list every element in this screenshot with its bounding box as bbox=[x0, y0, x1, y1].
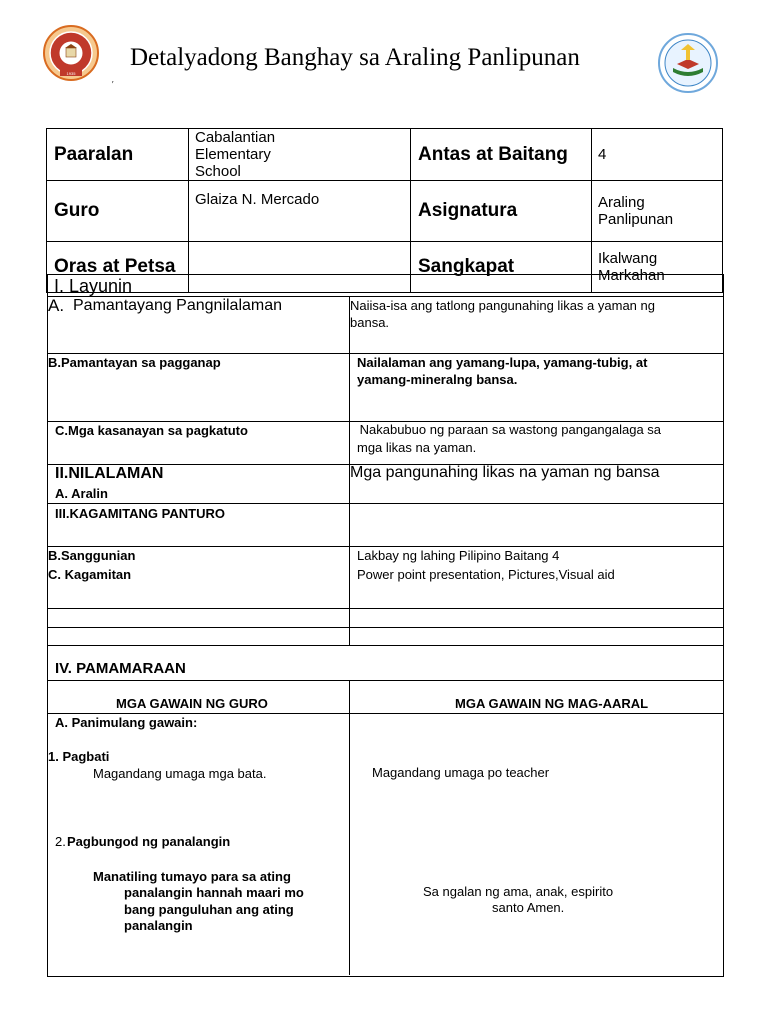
kasanayan-value-1: Nakabubuo ng paraan sa wastong pangangalaga sa bbox=[356, 422, 662, 437]
guro-value: Glaiza N. Mercado bbox=[189, 181, 411, 242]
col-header-magaaral: MGA GAWAIN NG MAG-AARAL bbox=[455, 696, 649, 711]
sangkapat-value: Ikalwang Markahan bbox=[592, 242, 723, 293]
asignatura-value: Araling Panlipunan bbox=[592, 181, 723, 242]
pamamaraan-heading: IV. PAMAMARAAN bbox=[55, 660, 186, 677]
kasanayan-value-2: mga likas na yaman. bbox=[357, 440, 477, 455]
layunin-heading: I. Layunin bbox=[54, 276, 133, 296]
guro-prayer-line-1: Manatiling tumayo para sa ating bbox=[93, 869, 291, 884]
school-seal-logo bbox=[38, 25, 104, 86]
panimulang-gawain: A. Panimulang gawain: bbox=[55, 715, 198, 730]
guro-label: Guro bbox=[47, 181, 189, 242]
lesson-info-table bbox=[46, 128, 723, 293]
pamantayang-letter: A. bbox=[48, 296, 65, 315]
paaralan-value: Cabalantian Elementary School bbox=[189, 129, 411, 181]
panalangin-label: Pagbungod ng panalangin bbox=[67, 834, 231, 849]
pagganap-value-2: yamang-mineralng bansa. bbox=[357, 372, 518, 387]
guro-prayer-line-3: bang panguluhan ang ating bbox=[124, 902, 294, 917]
deped-seal-logo bbox=[655, 32, 721, 99]
pagbati-magaaral: Magandang umaga po teacher bbox=[372, 765, 550, 780]
kagamitang-panturo-heading: III.KAGAMITANG PANTURO bbox=[55, 506, 225, 521]
kagamitan-label: C. Kagamitan bbox=[48, 567, 132, 582]
nilalaman-heading: II.NILALAMAN bbox=[55, 465, 164, 482]
svg-text:1935: 1935 bbox=[66, 71, 76, 76]
antas-value: 4 bbox=[592, 129, 723, 181]
document-title: Detalyadong Banghay sa Araling Panlipunan bbox=[130, 44, 580, 71]
kasanayan-label: C.Mga kasanayan sa pagkatuto bbox=[55, 423, 248, 438]
col-header-guro: MGA GAWAIN NG GURO bbox=[116, 696, 268, 711]
aralin-label: A. Aralin bbox=[55, 486, 108, 501]
guro-prayer-line-2: panalangin hannah maari mo bbox=[124, 885, 304, 900]
panalangin-number: 2. bbox=[55, 834, 66, 849]
pamantayang-value-1: Naiisa-isa ang tatlong pangunahing likas a yaman ng bbox=[350, 298, 655, 313]
pamantayang-value-2: bansa. bbox=[350, 315, 390, 330]
magaaral-prayer-line-2: santo Amen. bbox=[492, 900, 565, 915]
pagbati-guro: Magandang umaga mga bata. bbox=[93, 766, 267, 781]
paaralan-label: Paaralan bbox=[47, 129, 189, 181]
pagganap-label: B.Pamantayan sa pagganap bbox=[48, 355, 221, 370]
antas-label: Antas at Baitang bbox=[411, 129, 592, 181]
sanggunian-value: Lakbay ng lahing Pilipino Baitang 4 bbox=[357, 548, 560, 563]
guro-prayer-line-4: panalangin bbox=[124, 918, 193, 933]
stray-mark: ′ bbox=[112, 80, 114, 89]
oras-label: Oras at Petsa bbox=[47, 242, 189, 293]
nilalaman-value: Mga pangunahing likas na yaman ng bansa bbox=[350, 464, 660, 481]
sanggunian-label: B.Sanggunian bbox=[48, 548, 136, 563]
pamantayang-label: Pamantayang Pangnilalaman bbox=[73, 297, 283, 314]
pagganap-value-1: Nailalaman ang yamang-lupa, yamang-tubig, at bbox=[357, 355, 648, 370]
kagamitan-value: Power point presentation, Pictures,Visual aid bbox=[357, 567, 615, 582]
pagbati-label: 1. Pagbati bbox=[48, 749, 110, 764]
sangkapat-label: Sangkapat bbox=[411, 242, 592, 293]
magaaral-prayer-line-1: Sa ngalan ng ama, anak, espirito bbox=[423, 884, 614, 899]
asignatura-label: Asignatura bbox=[411, 181, 592, 242]
